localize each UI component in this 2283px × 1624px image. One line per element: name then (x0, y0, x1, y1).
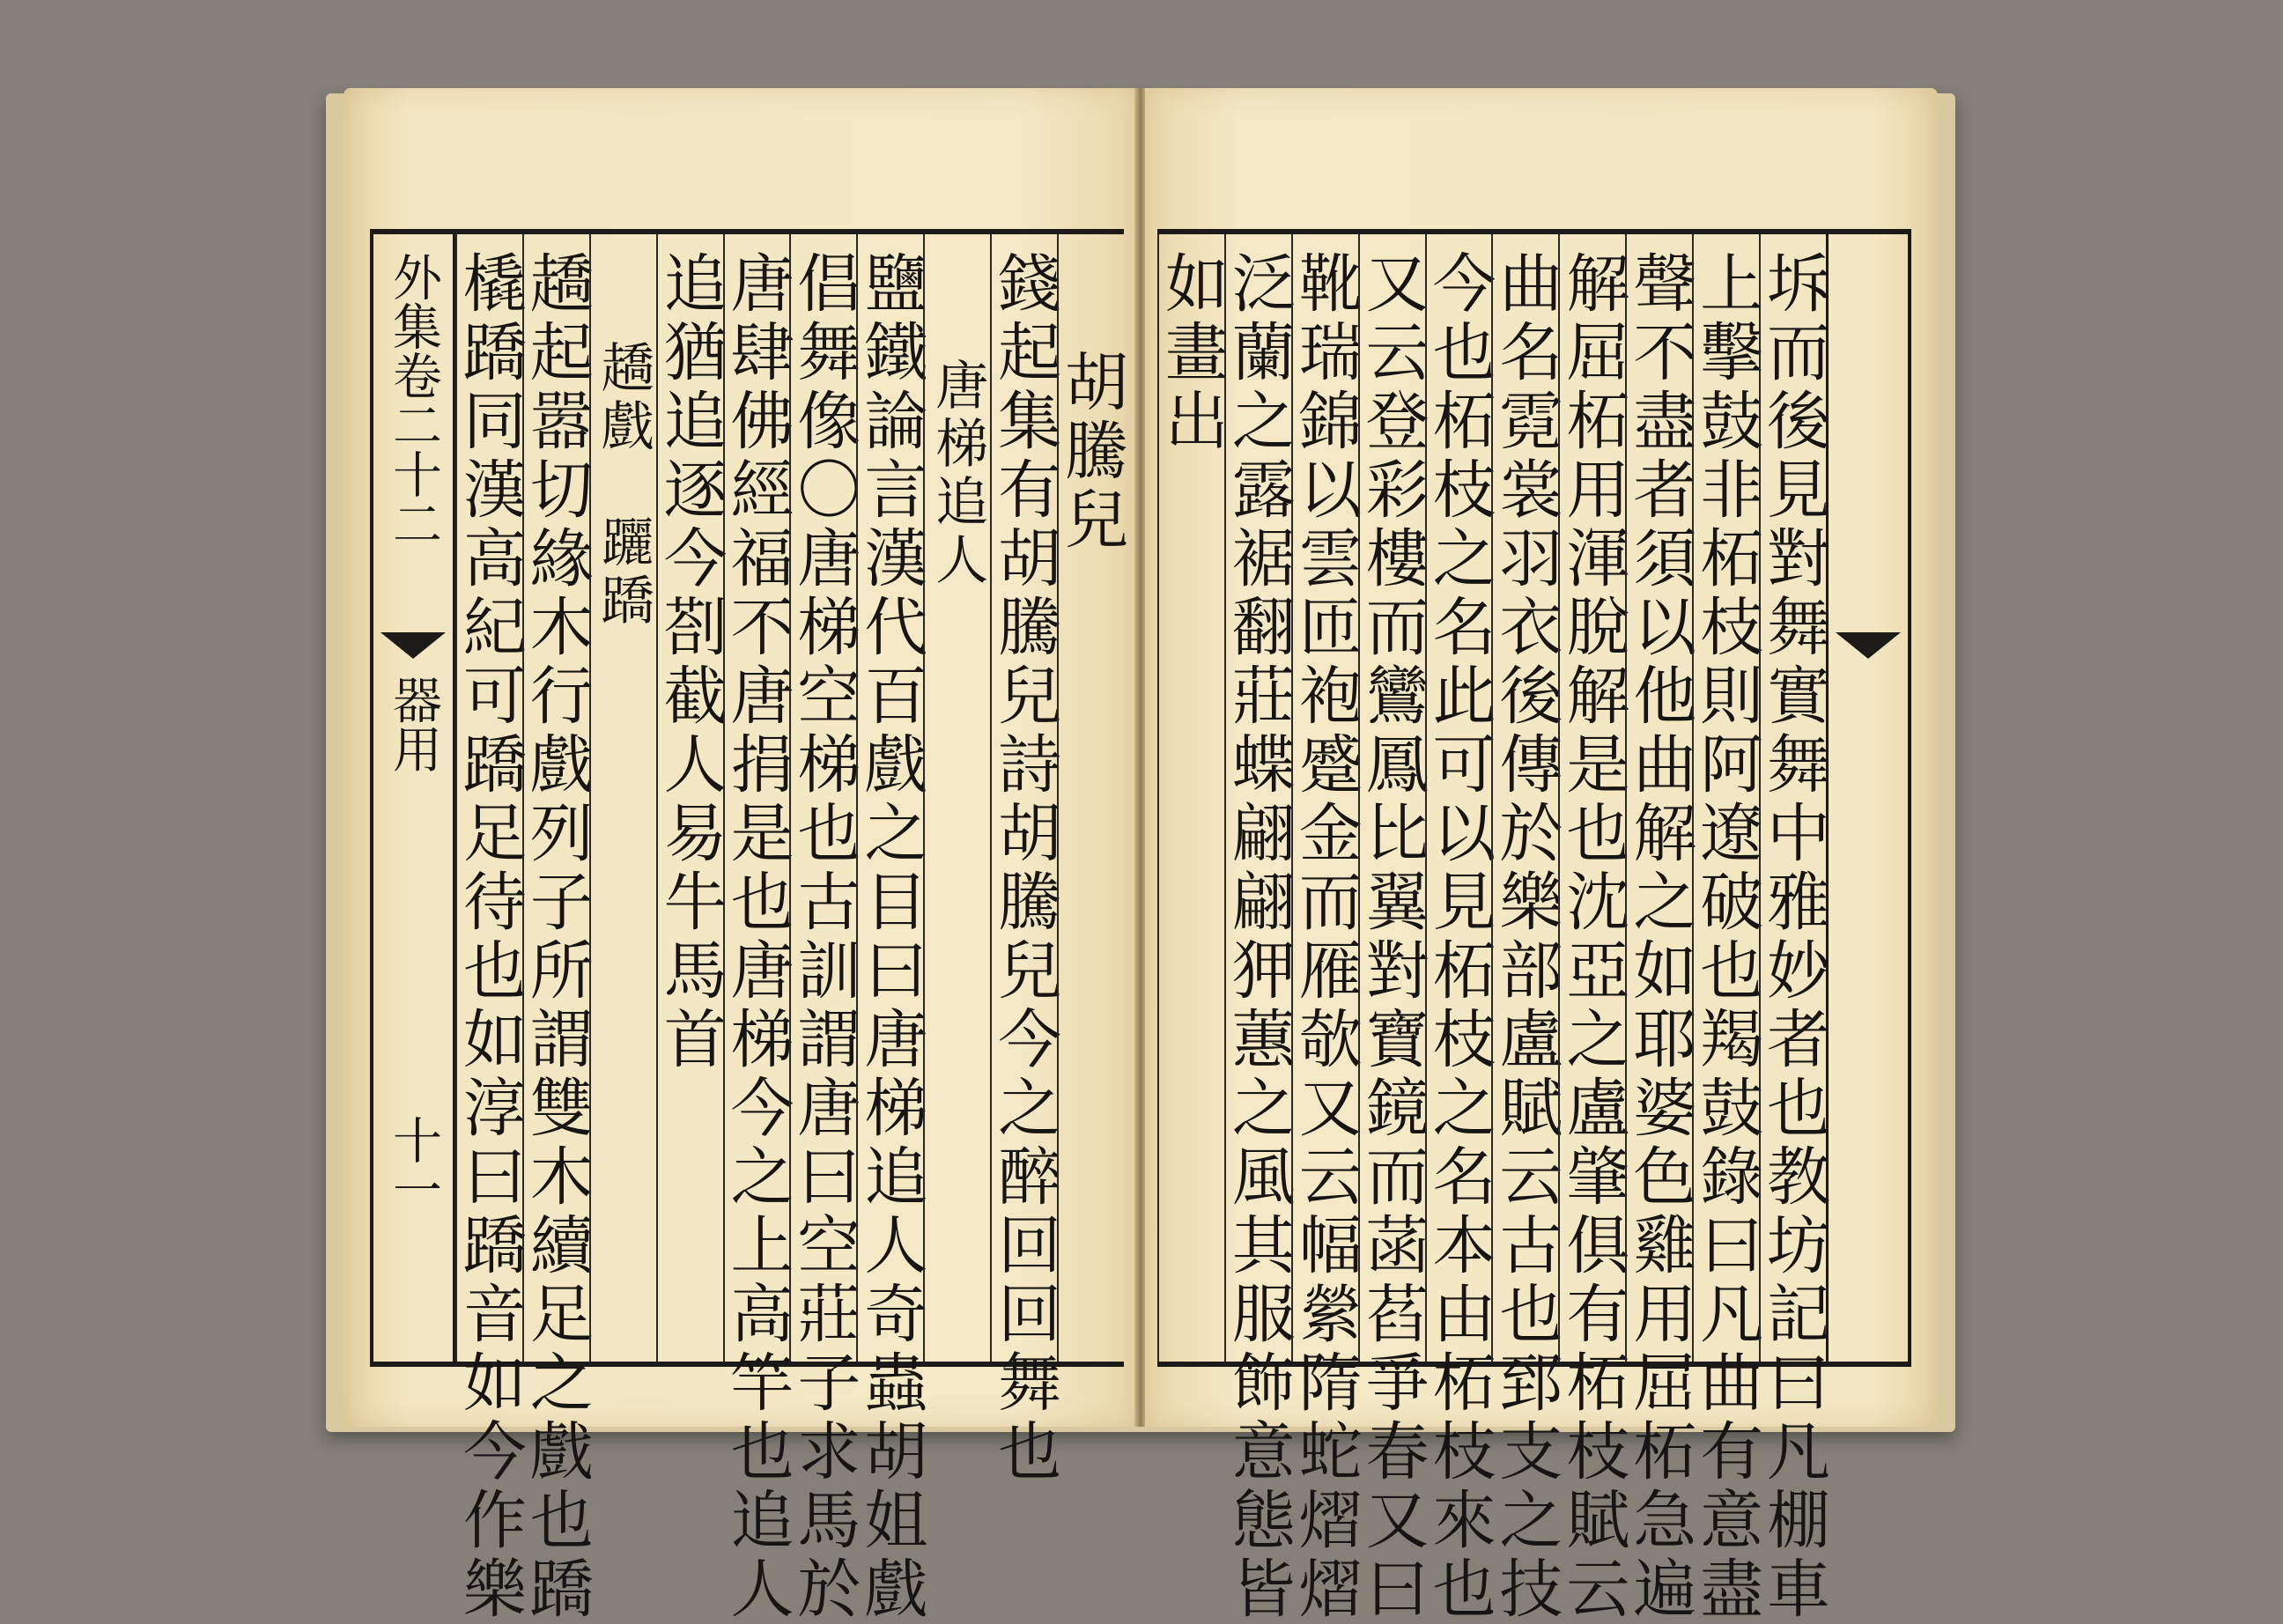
text-column: 趫起嚣切緣木行戲列子所謂雙木續足之戲也蹻 (522, 234, 589, 1362)
right-page (1145, 88, 1938, 1624)
text-column: 趫戲 躧蹻 (589, 234, 656, 1362)
text-column: 錢起集有胡騰兒詩胡騰兒今之醉回回舞也 (990, 234, 1057, 1362)
fish-tail-mark (1836, 632, 1901, 659)
text-column: 上擊鼓非柘枝則阿遼破也羯鼓錄曰凡曲有意盡 (1692, 234, 1759, 1362)
open-book (326, 88, 1955, 1624)
text-column: 鹽鐵論言漢代百戲之目曰唐梯追人奇蟲胡姐戲 (856, 234, 923, 1362)
left-page-frame (370, 229, 1129, 1624)
fish-tail-mark (380, 632, 446, 659)
text-column: 橇蹻同漢高紀可蹻足待也如淳曰蹻音如今作樂 (455, 234, 522, 1362)
text-column: 聲不盡者須以他曲解之如耶婆色雞用屈柘急遍 (1625, 234, 1692, 1362)
text-column: 唐肆佛經福不唐捐是也唐梯今之上高竿也追人 (723, 234, 790, 1362)
text-column: 曲名霓裳羽衣後傳於樂部盧賦云古也郅支之技 (1491, 234, 1558, 1362)
text-column: 倡舞像〇唐梯空梯也古訓謂唐曰空莊子求馬於 (789, 234, 856, 1362)
text-column: 如畫出 (1157, 234, 1224, 1362)
left-text-columns (452, 234, 1129, 1624)
text-column: 胡騰兒 (1057, 234, 1124, 1362)
text-column: 解屈柘用渾脫解是也沈亞之盧肇俱有柘枝賦云 (1558, 234, 1625, 1362)
right-text-columns (1154, 234, 1831, 1624)
text-column: 今也柘枝之名此可以見柘枝之名本由柘枝來也 (1425, 234, 1492, 1362)
right-page-frame (1154, 229, 1911, 1624)
text-column: 追猶追逐今剳截人易牛馬首 (656, 234, 723, 1362)
text-column: 又云登彩樓而鸞鳳比翼對寶鏡而菡萏爭春又曰 (1358, 234, 1425, 1362)
left-page (344, 88, 1136, 1624)
text-column: 泛蘭之露裾翻莊蝶翩翩狎蕙之風其服飾意態皆 (1224, 234, 1291, 1362)
banxin-section: 器用 (385, 675, 442, 773)
text-column: 唐梯追人 (923, 234, 990, 1362)
banxin (373, 234, 455, 1362)
banxin (1826, 234, 1908, 1362)
text-column: 坼而後見對舞實舞中雅妙者也教坊記曰凡棚車 (1759, 234, 1826, 1362)
page-number: 十一 (385, 1115, 442, 1214)
banxin-title: 外集卷二十二 (385, 252, 442, 548)
text-column: 靴瑞錦以雲匝袍蹙金而雁欹又云幅縈隋蛇熠熠 (1291, 234, 1358, 1362)
